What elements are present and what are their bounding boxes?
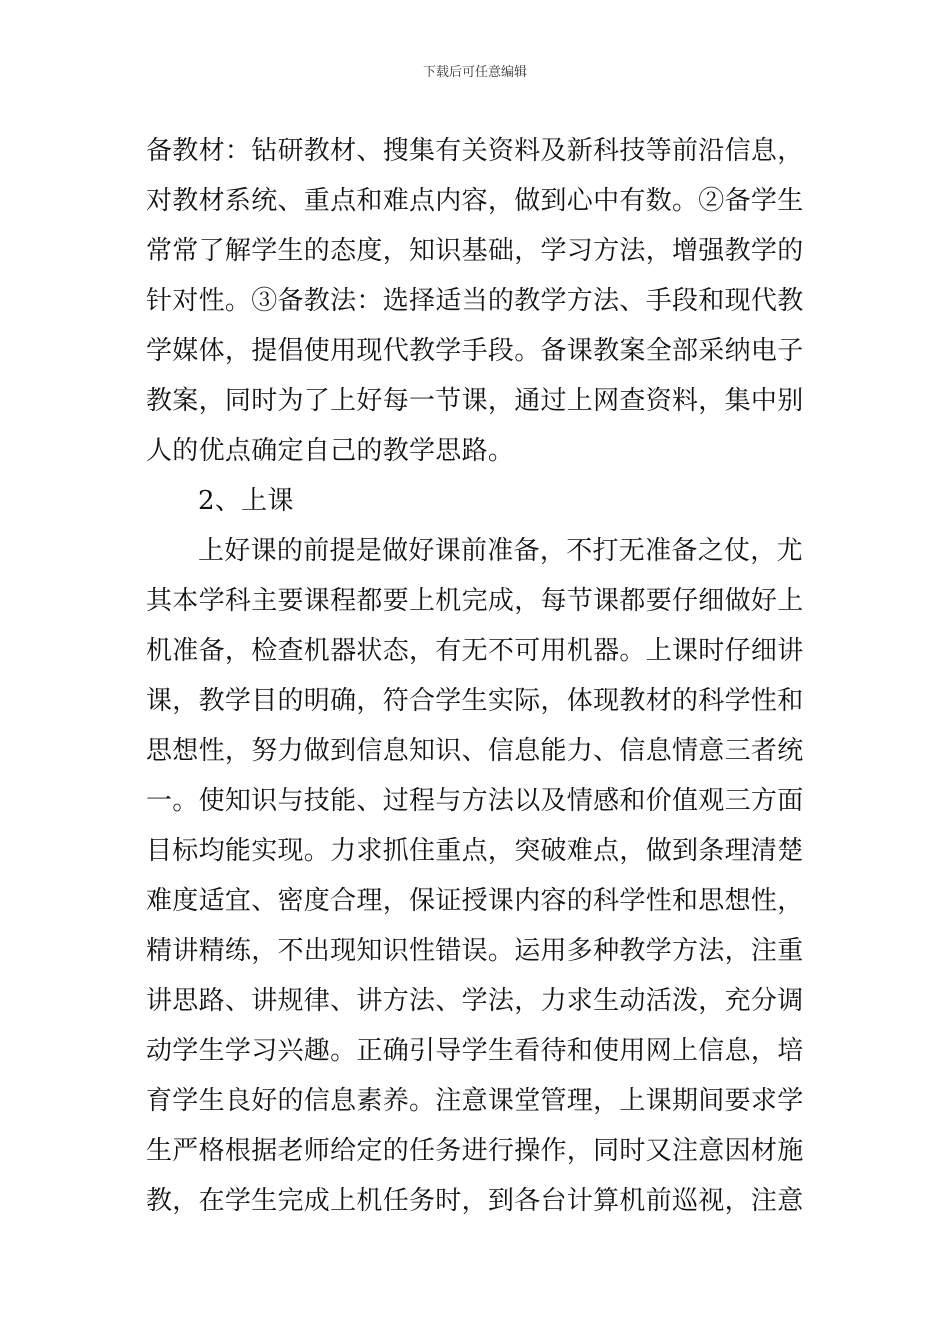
text-line: 动学生学习兴趣。正确引导学生看待和使用网上信息，培	[146, 1036, 804, 1066]
text-line: 一。使知识与技能、过程与方法以及情感和价值观三方面	[146, 786, 804, 816]
text-line: 对教材系统、重点和难点内容，做到心中有数。②备学生	[146, 186, 804, 216]
text-line: 目标均能实现。力求抓住重点，突破难点，做到条理清楚	[146, 836, 804, 866]
page-header: 下载后可任意编辑	[422, 65, 527, 80]
text-line: 人的优点确定自己的教学思路。	[146, 436, 515, 466]
text-line: 精讲精练，不出现知识性错误。运用多种教学方法，注重	[146, 936, 804, 966]
text-line: 思想性，努力做到信息知识、信息能力、信息情意三者统	[146, 736, 804, 766]
text-line: 备教材：钻研教材、搜集有关资料及新科技等前沿信息，	[146, 136, 804, 166]
text-line: 其本学科主要课程都要上机完成，每节课都要仔细做好上	[146, 586, 804, 616]
text-line: 育学生良好的信息素养。注意课堂管理，上课期间要求学	[146, 1086, 804, 1116]
text-line: 常常了解学生的态度，知识基础，学习方法，增强教学的	[146, 236, 804, 266]
text-line: 教案，同时为了上好每一节课，通过上网查资料，集中别	[146, 386, 804, 416]
document-body	[146, 126, 806, 1226]
text-line: 讲思路、讲规律、讲方法、学法，力求生动活泼，充分调	[146, 986, 804, 1016]
text-line: 针对性。③备教法：选择适当的教学方法、手段和现代教	[146, 286, 804, 316]
section-heading: 2、上课	[198, 486, 294, 516]
text-line: 学媒体，提倡使用现代教学手段。备课教案全部采纳电子	[146, 336, 804, 366]
text-line: 课，教学目的明确，符合学生实际，体现教材的科学性和	[146, 686, 804, 716]
text-line: 教，在学生完成上机任务时，到各台计算机前巡视，注意	[146, 1186, 804, 1216]
text-line: 机准备，检查机器状态，有无不可用机器。上课时仔细讲	[146, 636, 804, 666]
text-line: 上好课的前提是做好课前准备，不打无准备之仗，尤	[198, 536, 803, 566]
text-line: 生严格根据老师给定的任务进行操作，同时又注意因材施	[146, 1136, 804, 1166]
text-line: 难度适宜、密度合理，保证授课内容的科学性和思想性，	[146, 886, 804, 916]
